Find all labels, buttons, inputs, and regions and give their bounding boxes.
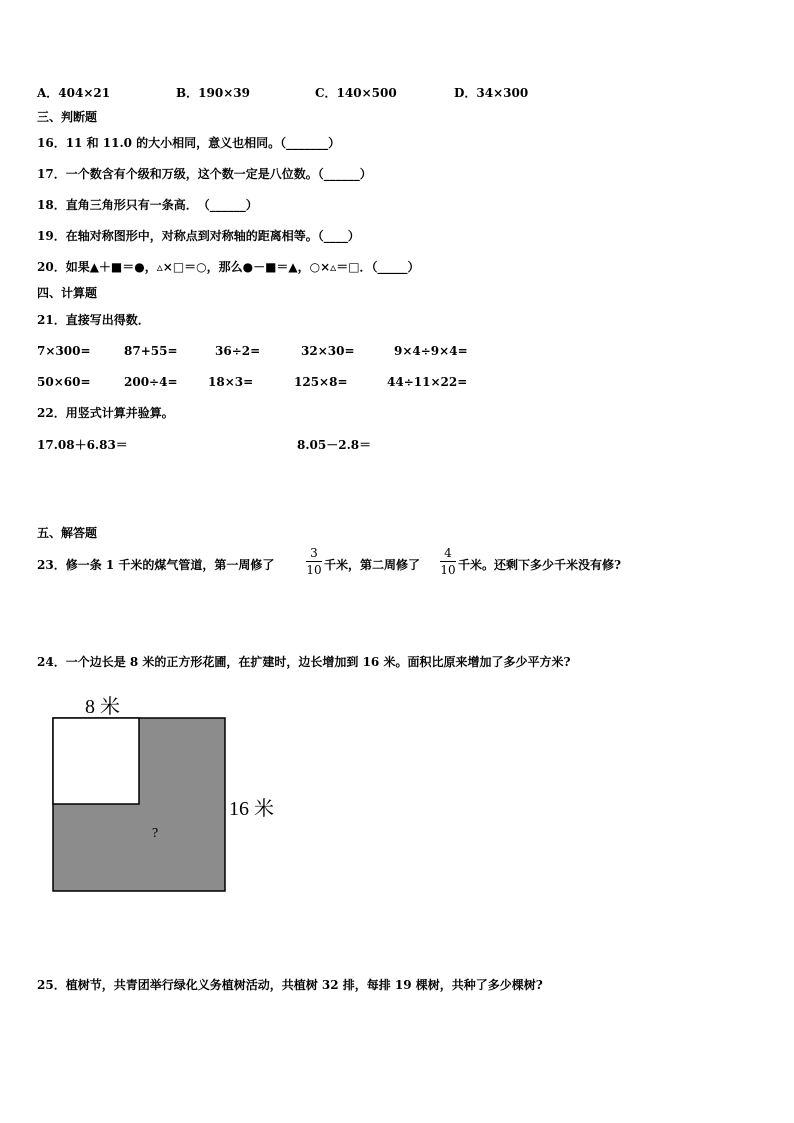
question-25: 25．植树节，共青团举行绿化义务植树活动，共植树 32 排，每排 19 棵树，共种了多少棵树? [37, 978, 543, 992]
fraction-denominator: 10 [306, 563, 322, 577]
figure-top-label: 8 米 [85, 696, 120, 718]
calc-item: 32×30= [301, 344, 355, 358]
figure-side-label: 16 米 [229, 798, 274, 820]
calc-item: 125×8= [294, 375, 348, 389]
fraction-numerator: 3 [310, 546, 318, 560]
question-24: 24．一个边长是 8 米的正方形花圃，在扩建时，边长增加到 16 米。面积比原来增加了多少平方米? [37, 655, 571, 669]
section-title-calculation: 四、计算题 [37, 286, 98, 300]
calc-item: 18×3= [208, 375, 254, 389]
calc-item: 9×4÷9×4= [394, 344, 468, 358]
question-22: 22．用竖式计算并验算。 [37, 406, 174, 420]
question-23-part2: 千米，第二周修了 [324, 558, 421, 572]
question-20: 20．如果▲＋■＝●，▵×□＝○，那么●－■＝▲，○×▵＝□．（_____） [37, 260, 420, 274]
fraction-bar [306, 561, 322, 562]
fraction-numerator: 4 [444, 546, 452, 560]
question-19: 19．在轴对称图形中，对称点到对称轴的距离相等。（____） [37, 229, 360, 243]
calc-item: 87+55= [124, 344, 178, 358]
fraction-4-10 [440, 546, 456, 577]
calc-item: 44÷11×22= [387, 375, 468, 389]
fraction-denominator: 10 [440, 563, 456, 577]
original-square [53, 718, 139, 804]
question-16: 16．11 和 11.0 的大小相同，意义也相同。（_______） [37, 136, 341, 150]
vertical-calc-item: 8.05－2.8＝ [297, 438, 372, 452]
calc-item: 36÷2= [215, 344, 261, 358]
calc-item: 50×60= [37, 375, 91, 389]
section-title-judgement: 三、判断题 [37, 110, 98, 124]
question-18: 18．直角三角形只有一条高． （______） [37, 198, 258, 212]
option-b: B．190×39 [176, 86, 250, 100]
square-expansion-figure [52, 717, 228, 893]
question-17: 17．一个数含有个级和万级，这个数一定是八位数。（______） [37, 167, 372, 181]
option-a: A．404×21 [37, 86, 111, 100]
fraction-bar [440, 561, 456, 562]
calc-item: 7×300= [37, 344, 91, 358]
fraction-3-10 [306, 546, 322, 577]
question-21: 21．直接写出得数． [37, 313, 150, 327]
question-23-part3: 千米。还剩下多少千米没有修? [458, 558, 622, 572]
question-23-part1: 23．修一条 1 千米的煤气管道，第一周修了 [37, 558, 275, 572]
option-d: D．34×300 [454, 86, 529, 100]
section-title-answers: 五、解答题 [37, 526, 98, 540]
vertical-calc-item: 17.08＋6.83＝ [37, 438, 128, 452]
figure-question-mark: ? [152, 826, 159, 841]
calc-item: 200÷4= [124, 375, 178, 389]
option-c: C．140×500 [315, 86, 397, 100]
